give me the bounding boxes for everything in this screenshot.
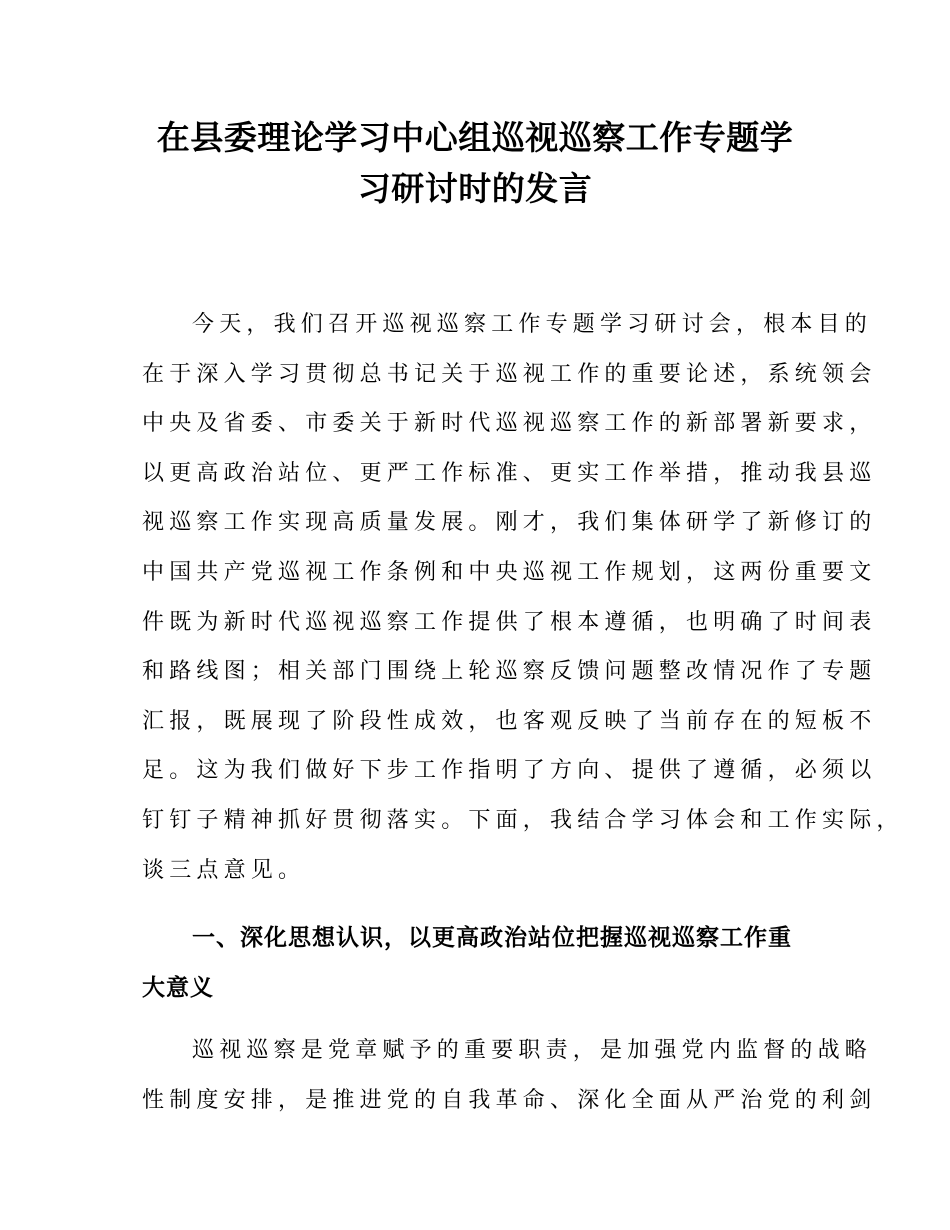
- heading-line: 一、深化思想认识，以更高政治站位把握巡视巡察工作重: [192, 925, 792, 951]
- paragraph-line: 汇报，既展现了阶段性成效，也客观反映了当前存在的短板不: [142, 708, 877, 734]
- paragraph-line: 中央及省委、市委关于新时代巡视巡察工作的新部署新要求，: [142, 411, 877, 437]
- paragraph-line: 谈三点意见。: [142, 857, 306, 883]
- document-title: [120, 112, 830, 214]
- paragraph-line: 钉钉子精神抓好贯彻落实。下面，我结合学习体会和工作实际，: [142, 807, 904, 833]
- section-heading-1: [142, 914, 822, 1013]
- paragraph-line: 以更高政治站位、更严工作标准、更实工作举措，推动我县巡: [142, 460, 877, 486]
- paragraph-line: 巡视巡察是党章赋予的重要职责，是加强党内监督的战略: [192, 1038, 873, 1063]
- heading-line: 大意义: [142, 974, 214, 1001]
- paragraph-line: 足。这为我们做好下步工作指明了方向、提供了遵循，必须以: [142, 758, 877, 784]
- paragraph-line: 中国共产党巡视工作条例和中央巡视工作规划，这两份重要文: [142, 559, 877, 585]
- paragraph-line: 在于深入学习贯彻总书记关于巡视工作的重要论述，系统领会: [142, 361, 877, 387]
- section-1-paragraph: [142, 1026, 877, 1125]
- title-line: 在县委理论学习中心组巡视巡察工作专题学: [156, 118, 794, 157]
- paragraph-line: 今天，我们召开巡视巡察工作专题学习研讨会，根本目的: [192, 312, 873, 337]
- intro-paragraph: [142, 300, 904, 895]
- paragraph-line: 件既为新时代巡视巡察工作提供了根本遵循，也明确了时间表: [142, 609, 877, 635]
- title-line: 习研讨时的发言: [357, 169, 593, 208]
- paragraph-line: 性制度安排，是推进党的自我革命、深化全面从严治党的利剑: [142, 1087, 877, 1113]
- paragraph-line: 和路线图；相关部门围绕上轮巡察反馈问题整改情况作了专题: [142, 659, 877, 685]
- paragraph-line: 视巡察工作实现高质量发展。刚才，我们集体研学了新修订的: [142, 510, 877, 536]
